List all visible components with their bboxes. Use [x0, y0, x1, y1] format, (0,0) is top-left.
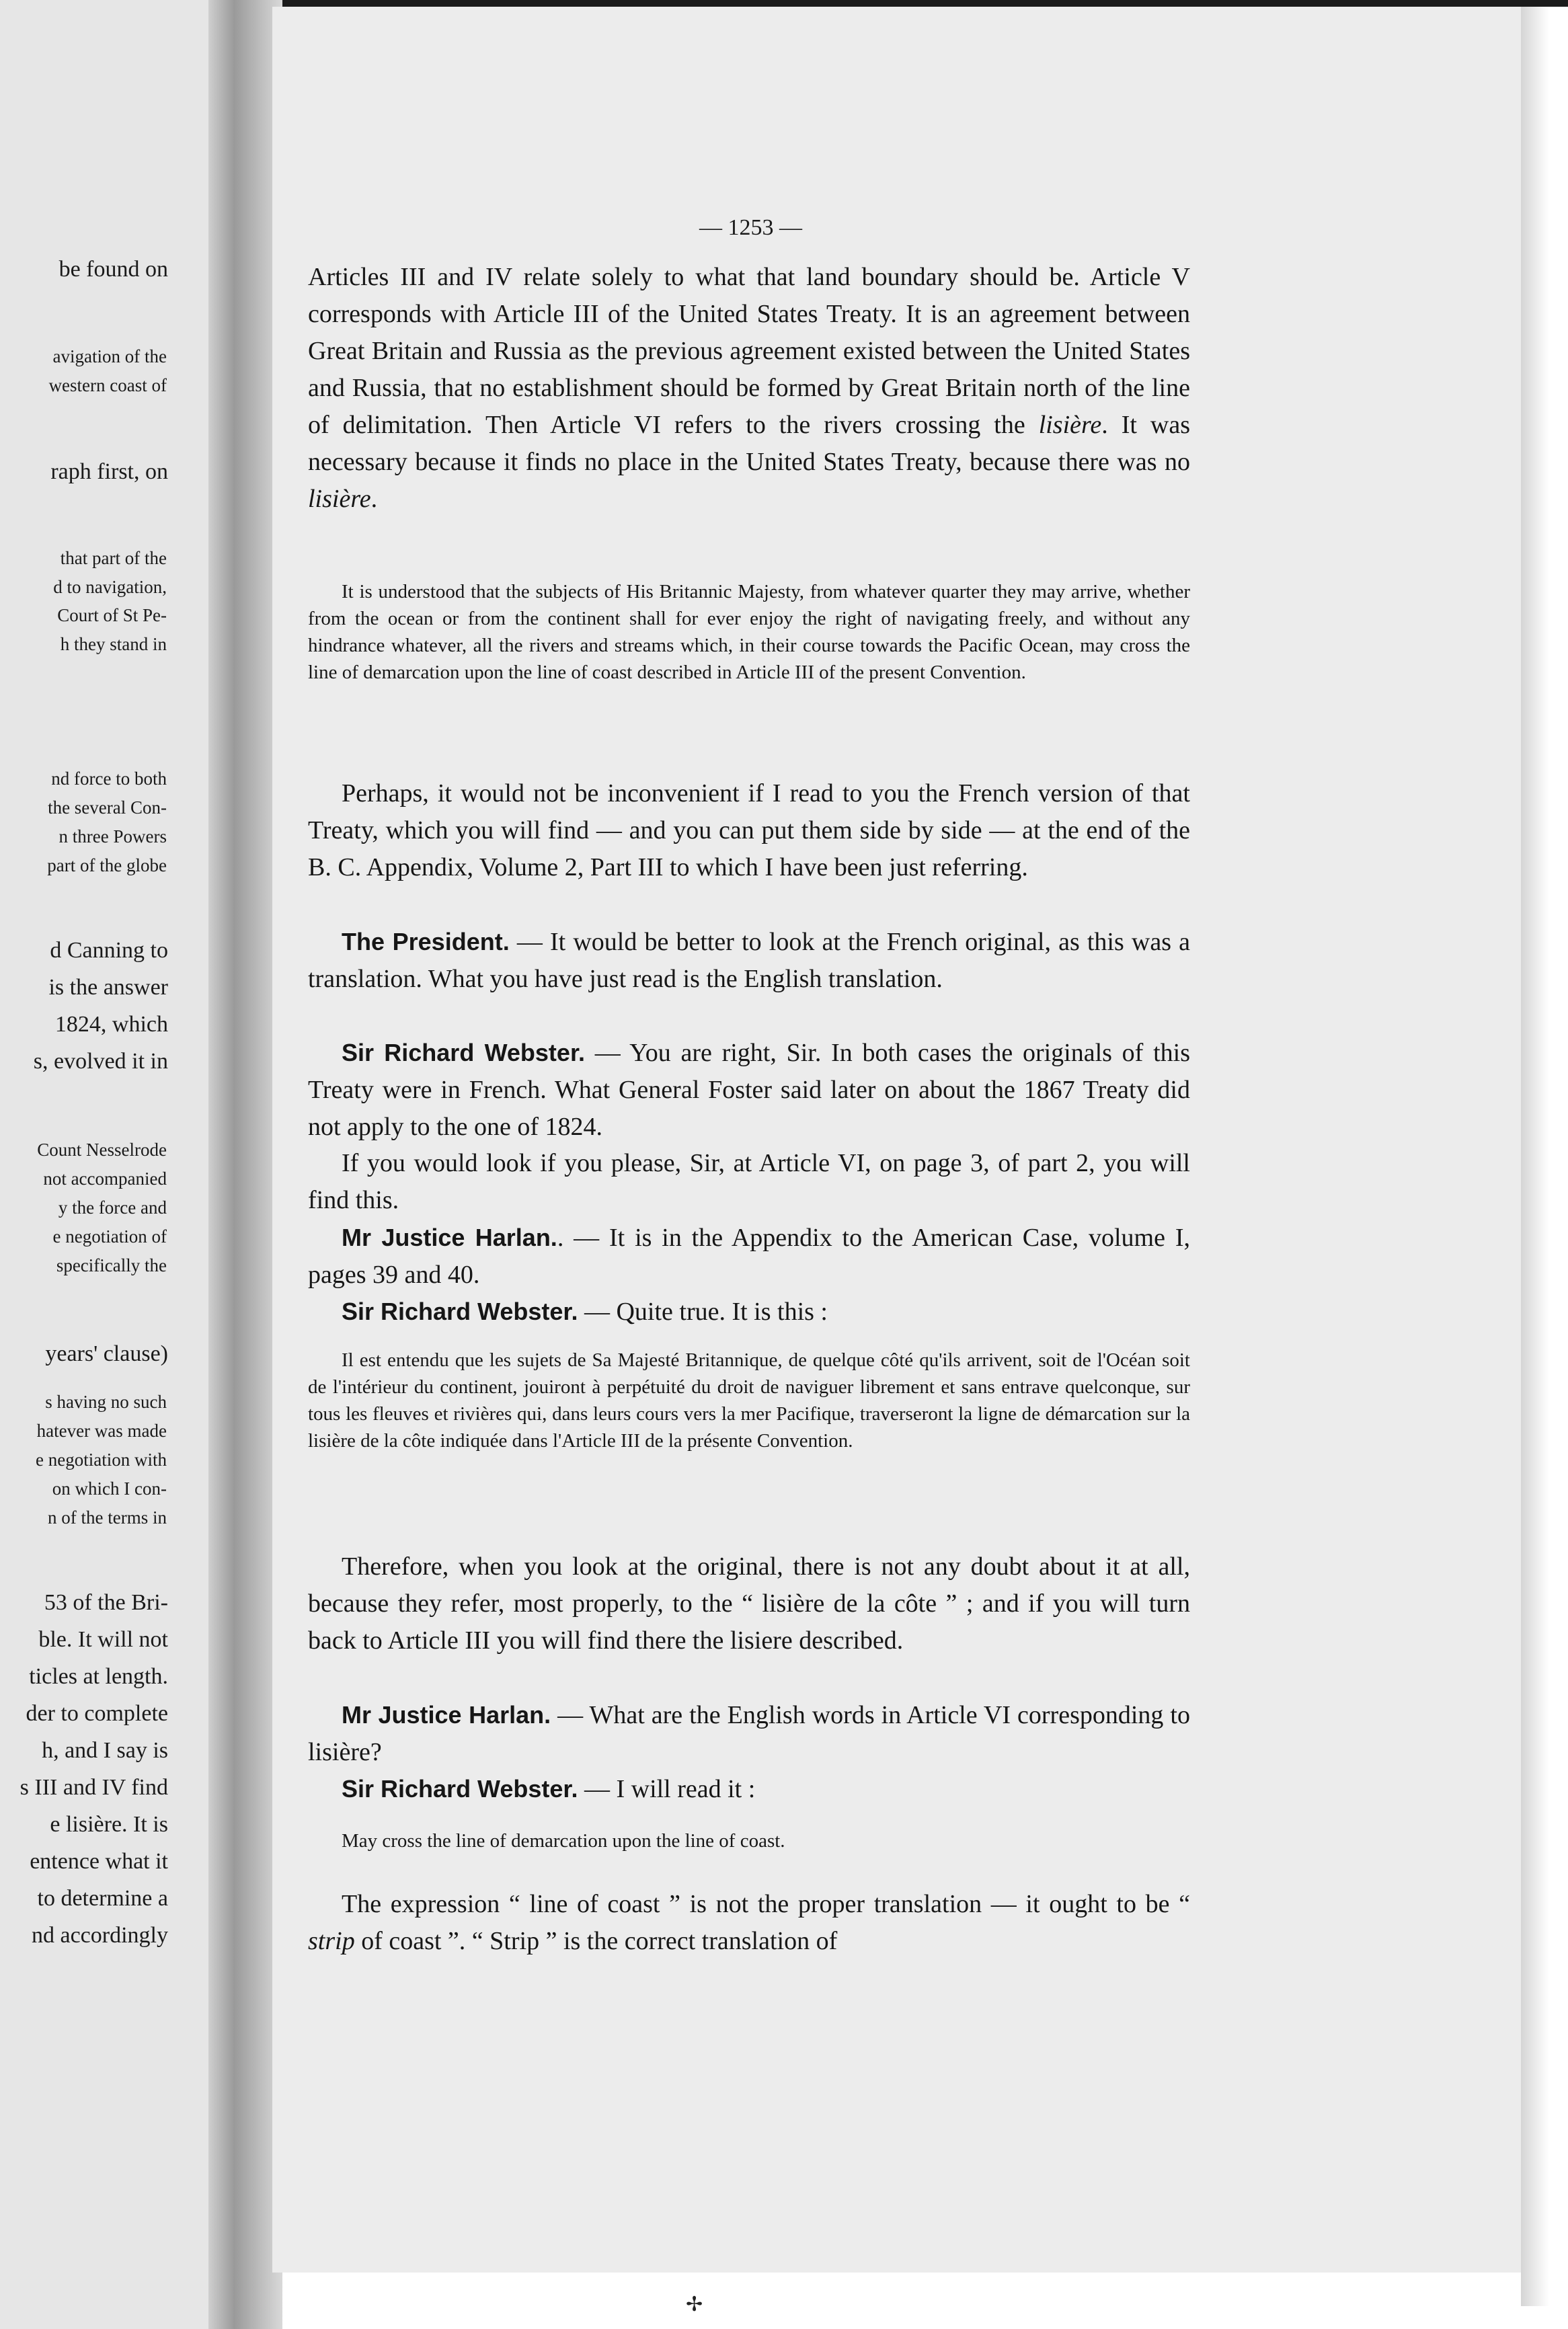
italic-strip: strip [308, 1927, 355, 1955]
quotation-english-article-vi: It is understood that the subjects of His Britannic Majesty, from whatever quarter they may arrive, whether from the ocean or from the continent shall for ever enjoy the right of navigating freely, and without any hindrance whatever, all the rivers and streams which, in their course towards the Pacific Ocean, may cross the line of demarcation upon the line of coast described in Article III of the present Convention. [308, 581, 1190, 683]
paragraph-harlan-2: Mr Justice Harlan. — What are the English words in Article VI corresponding to lisière? [308, 1701, 1190, 1766]
facing-page-cropped [0, 0, 215, 2329]
left-fragment: der to complete [26, 1701, 168, 1726]
page-number: — 1253 — [699, 215, 802, 240]
left-fragment: nd accordingly [32, 1923, 168, 1948]
left-fragment: hatever was made [36, 1421, 167, 1441]
left-fragment: not accompanied [43, 1169, 167, 1189]
page-right-edge [1521, 7, 1568, 2306]
quotation-line-of-coast: May cross the line of demarcation upon the line of coast. [342, 1830, 785, 1852]
left-fragment: raph first, on [50, 459, 168, 484]
left-fragment: that part of the [60, 548, 167, 568]
speaker-name: Mr Justice Harlan. [342, 1224, 557, 1251]
left-fragment: h they stand in [60, 634, 167, 654]
paragraph-webster-1: Sir Richard Webster. — You are right, Sir. In both cases the originals of this Treaty were in French. What General Foster said later on about the 1867 Treaty did not apply to the one of 1824. [308, 1039, 1190, 1141]
left-fragment: e lisière. It is [50, 1812, 168, 1837]
left-fragment: nd force to both [51, 768, 167, 789]
left-fragment: 53 of the Bri- [44, 1590, 168, 1615]
paragraph-article-vi-ref: If you would look if you please, Sir, at Article VI, on page 3, of part 2, you will find this. [308, 1149, 1190, 1214]
speaker-name: Sir Richard Webster. [342, 1298, 578, 1325]
left-fragment: Court of St Pe- [57, 605, 167, 625]
left-fragment: e negotiation with [36, 1450, 167, 1470]
left-fragment: s III and IV find [19, 1775, 168, 1800]
paragraph-expression: The expression “ line of coast ” is not the proper translation — it ought to be “ strip of coast ”. “ Strip ” is the correct translation of [308, 1890, 1190, 1955]
italic-lisiere: lisière [308, 485, 371, 513]
book-gutter-shadow [208, 0, 282, 2329]
paragraph-president: The President. — It would be better to look at the French original, as this was a translation. What you have just read is the English translation. [308, 928, 1191, 993]
paragraph-webster-3: Sir Richard Webster. — I will read it : [342, 1775, 756, 1803]
left-fragment: Count Nesselrode [37, 1140, 167, 1160]
left-fragment: s having no such [45, 1392, 167, 1412]
left-fragment: is the answer [48, 975, 168, 1000]
left-fragment: entence what it [30, 1849, 168, 1874]
scan-artifact-icon: ✢ [686, 2293, 703, 2316]
left-fragment: the several Con- [48, 797, 167, 818]
left-fragment: ticles at length. [29, 1664, 168, 1689]
left-fragment: d Canning to [50, 938, 168, 963]
left-fragment: 1824, which [54, 1012, 168, 1037]
speaker-name: Sir Richard Webster. [342, 1775, 578, 1803]
paragraph-therefore: Therefore, when you look at the original, there is not any doubt about it at all, because they refer, most properly, to the “ lisière de la côte ” ; and if you will turn back to Article III you will find there the lisiere described. [308, 1552, 1190, 1655]
left-fragment: s, evolved it in [33, 1049, 168, 1074]
quotation-french-article-vi: Il est entendu que les sujets de Sa Majesté Britannique, de quelque côté qu'ils arrivent, soit de l'Océan soit de l'intérieur du continent, jouiront à perpétuité du droit de naviguer librement et sans entrave quelconque, sur tous les fleuves et rivières qui, dans leurs cours vers la mer Pacifique, traverseront la ligne de démarcation sur la lisière de la côte indiquée dans l'Article III de la présente Convention. [308, 1349, 1190, 1452]
left-fragment: part of the globe [47, 855, 167, 875]
left-fragment: y the force and [58, 1197, 167, 1218]
left-fragment: d to navigation, [53, 577, 167, 597]
left-fragment: to determine a [37, 1886, 168, 1911]
left-fragment: ble. It will not [38, 1627, 168, 1652]
speaker-name: The President. [342, 928, 510, 955]
left-fragment: e negotiation of [52, 1226, 167, 1247]
paragraph-harlan-1: Mr Justice Harlan.. — It is in the Appendix to the American Case, volume I, pages 39 and 40. [308, 1224, 1190, 1289]
left-fragment: on which I con- [52, 1478, 167, 1499]
left-fragment: h, and I say is [42, 1738, 168, 1763]
left-fragment: years' clause) [45, 1341, 168, 1366]
italic-lisiere: lisière [1038, 411, 1102, 439]
speaker-name: Mr Justice Harlan. [342, 1701, 551, 1729]
left-fragment: western coast of [48, 375, 167, 395]
speaker-name: Sir Richard Webster. [342, 1039, 585, 1066]
left-fragment: n three Powers [58, 826, 167, 846]
paragraph-webster-2: Sir Richard Webster. — Quite true. It is this : [342, 1298, 828, 1326]
paragraph-french-version: Perhaps, it would not be inconvenient if I read to you the French version of that Treaty, which you will find — and you can put them side by side — at the end of the B. C. Appendix, Volume 2, Part III to which I have been just referring. [308, 779, 1190, 881]
left-fragment: specifically the [56, 1255, 167, 1275]
left-fragment: be found on [58, 257, 168, 282]
left-fragment: n of the terms in [48, 1507, 167, 1528]
left-fragment: avigation of the [52, 346, 167, 366]
paragraph-articles: Articles III and IV relate solely to what that land boundary should be. Article V corresponds with Article III of the United States Treaty. It is an agreement between Great Britain and Russia as the previous agreement existed between the United States and Russia, that no establishment should be formed by Great Britain north of the line of delimitation. Then Article VI refers to the rivers crossing the lisière. It was necessary because it finds no place in the United States Treaty, because there was no lisière. [308, 263, 1191, 513]
